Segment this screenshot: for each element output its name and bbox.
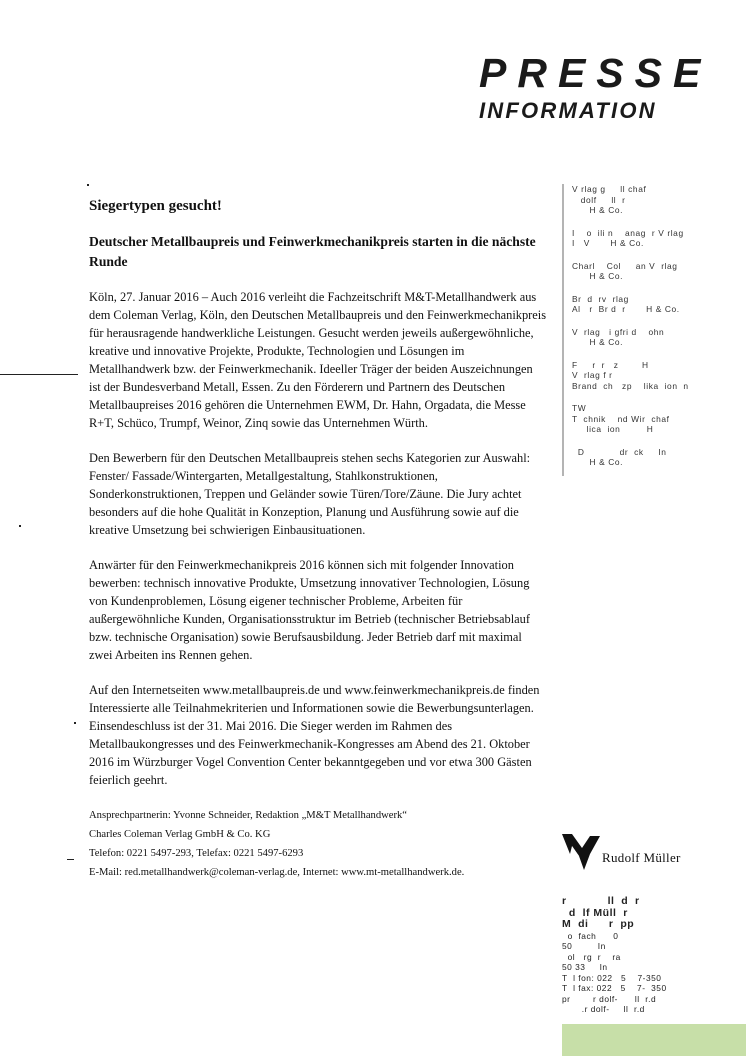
sidebar-line: H & Co. [572, 457, 624, 467]
sidebar-line: T chnik nd Wir chaf [572, 413, 670, 424]
paragraph: Köln, 27. Januar 2016 – Auch 2016 verleiht die Fachzeitschrift M&T-Metallhandwerk aus dem Coleman Verlag, Köln, den Deutschen Metallbaupreis und den Feinwerkmechanikpreis für herausragende handwerkliche Leistungen. Gesucht werden jeweils außergewöhnliche, kreative und innovative Projekte, Produkte, Technologien und Lösungen im Metallhandwerk bzw. der Feinwerkmechanik. Ideeller Träger der beiden Auszeichnungen ist der Bundesverband Metall, Essen. Zu den Förderern und Partnern des Deutschen Metallbaupreises 2016 gehören die Unternehmen EWM, Dr. Hahn, Orgadata, die Messe R+T, Schüco, Trumpf, Weinor, Zinq sowie das Unternehmen Würth. [89, 290, 547, 430]
sidebar-line: D dr ck In [572, 446, 667, 457]
information-heading: INFORMATION [479, 98, 657, 123]
sidebar-line: H & Co. [572, 337, 624, 347]
contact-line: E-Mail: red.metallhandwerk@coleman-verlag.de, Internet: www.mt-metallhandwerk.de. [89, 867, 465, 878]
paragraph: Anwärter für den Feinwerkmechanikpreis 2016 können sich mit folgender Innovation bewerben: technisch innovative Produkte, Umsetzung innovativer Technologien, Lösung von Kundenproblemen, Lösung eigener technischer Probleme, Arbeiten für außergewöhnliche Kunden, Organisationsstruktur im Betrieb (technischer Betriebsablauf bzw. technische Organisation) sowie Berufsausbildung. Jeder Betrieb darf mit maximal zwei Arbeiten ins Rennen gehen. [89, 558, 531, 662]
sidebar-group [572, 447, 732, 468]
sidebar-line: Br d rv rlag [572, 293, 629, 304]
fold-mark-line [67, 859, 74, 860]
headline: Siegertypen gesucht! [89, 198, 222, 214]
sidebar-line: I V H & Co. [572, 238, 644, 248]
page-mark-dot [87, 184, 89, 186]
address-title-line: d lf Müll r [562, 906, 628, 919]
page-mark-dot [74, 722, 76, 724]
sidebar-line: V rlag f r [572, 370, 613, 380]
sidebar-line: F r r z H [572, 359, 649, 370]
page-mark-dot [19, 525, 21, 527]
paragraph: Auf den Internetseiten www.metallbaupreis.de und www.feinwerkmechanikpreis.de finden Interessierte alle Teilnahmekriterien und Informationen sowie die Bewerbungsunterlagen. Einsendeschluss ist der 31. Mai 2016. Die Sieger werden im Rahmen des Metallbaukongresses und des Feinwerkmechanik-Kongresses am Abend des 21. Oktober 2016 im Würzburger Vogel Convention Center bekanntgegeben und vor etwa 300 Gästen feierlich geehrt. [89, 683, 540, 787]
publisher-address [562, 896, 742, 1015]
contact-line: Charles Coleman Verlag GmbH & Co. KG [89, 829, 271, 840]
sidebar-line: V rlag i gfri d ohn [572, 326, 665, 337]
sidebar-group [572, 228, 732, 249]
address-line: T l fax: 022 5 7- 350 [562, 983, 667, 993]
sidebar-line: V rlag g ll chaf [572, 184, 647, 194]
sidebar-group [572, 327, 732, 348]
accent-bar [562, 1024, 746, 1056]
subheadline: Deutscher Metallbaupreis und Feinwerkmechanikpreis starten in die nächste Runde [89, 234, 536, 269]
address-line: o fach 0 [562, 930, 619, 941]
rudolf-mueller-logo [560, 832, 720, 872]
sidebar-line: TW [572, 403, 587, 413]
publisher-group-sidebar [562, 184, 732, 476]
sidebar-line: Charl Col an V rlag [572, 260, 678, 271]
presse-heading: PRESSE [479, 50, 712, 96]
sidebar-line: H & Co. [572, 271, 624, 281]
address-line: T l fon: 022 5 7-350 [562, 972, 662, 983]
sidebar-line: H & Co. [572, 205, 624, 215]
sidebar-line: I o ili n anag r V rlag [572, 227, 684, 238]
address-title-line: r ll d r [562, 895, 640, 907]
sidebar-line: Brand ch zp lika ion n [572, 380, 689, 391]
fold-mark-line [0, 374, 78, 375]
rm-logo-icon [560, 832, 604, 872]
sidebar-line: lica ion H [572, 424, 654, 434]
address-line: pr r dolf- ll r.d [562, 993, 657, 1004]
paragraph: Den Bewerbern für den Deutschen Metallbaupreis stehen sechs Kategorien zur Auswahl: Fenster/ Fassade/Wintergarten, Metallgestaltung, Stahlkonstruktionen, Sonderkonstruktionen, Treppen und Geländer sowie Türen/Tore/Zäune. Die Jury achtet besonders auf die hohe Qualität in Konzeption, Planung und Ausführung sowie auf die kreative Umsetzung bei schwierigen Einbausituationen. [89, 451, 531, 537]
address-line: ol rg r ra [562, 951, 621, 962]
contact-block [89, 806, 547, 882]
contact-line: Ansprechpartnerin: Yvonne Schneider, Redaktion „M&T Metallhandwerk“ [89, 810, 407, 821]
address-line: 50 In [562, 941, 606, 951]
contact-line: Telefon: 0221 5497-293, Telefax: 0221 5497-6293 [89, 848, 304, 859]
address-line: .r dolf- ll r.d [562, 1004, 645, 1014]
sidebar-group [572, 403, 732, 435]
logo-text: Rudolf Müller [602, 850, 681, 865]
sidebar-line: dolf ll r [572, 194, 626, 205]
press-release-body [89, 196, 547, 882]
sidebar-line: Al r Br d r H & Co. [572, 304, 680, 314]
address-title-line: M di r pp [562, 918, 635, 930]
sidebar-group [572, 184, 732, 216]
sidebar-group [572, 294, 732, 315]
address-line: 50 33 In [562, 962, 608, 972]
sidebar-group [572, 261, 732, 282]
sidebar-group [572, 360, 732, 392]
